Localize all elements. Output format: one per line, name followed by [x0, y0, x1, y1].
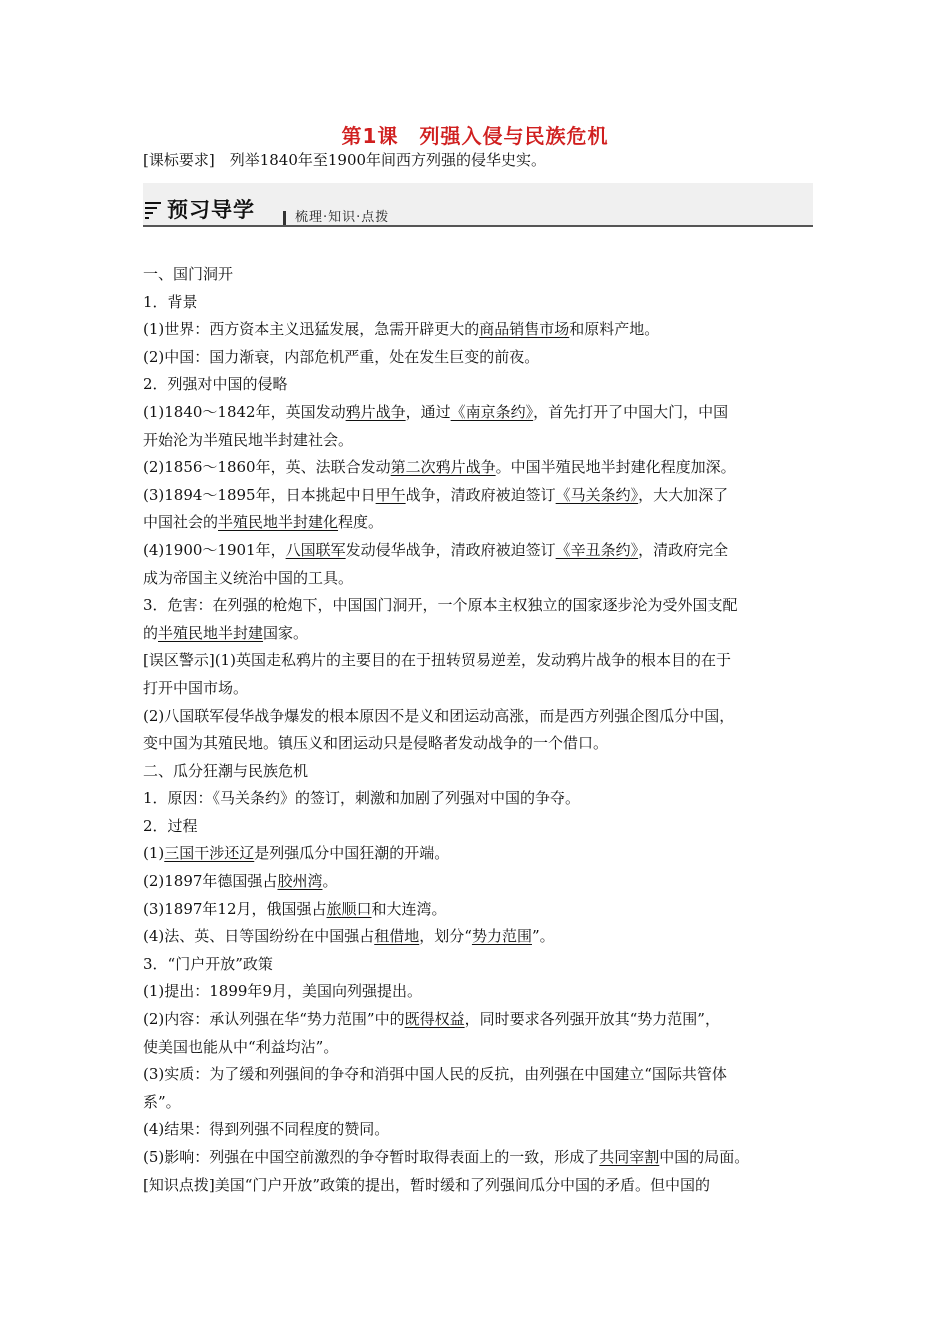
text-segment: 和原料产地。	[569, 320, 660, 339]
curriculum-requirement: [课标要求] 列举1840年至1900年间西方列强的侵华史实。	[143, 151, 547, 169]
underlined-keyword: 既得权益	[404, 1010, 465, 1029]
text-line	[143, 1116, 823, 1144]
text-segment: 3．危害：在列强的枪炮下，中国国门洞开，一个原本主权独立的国家逐步沦为受外国支配	[143, 596, 738, 615]
text-segment: (2)中国：国力渐衰，内部危机严重，处在发生巨变的前夜。	[143, 347, 540, 366]
text-segment: ，清政府完全	[638, 540, 729, 559]
stripes-icon	[145, 201, 163, 219]
body-text	[143, 261, 823, 1199]
text-line	[143, 675, 823, 703]
banner-divider	[283, 211, 286, 225]
underlined-keyword: 半殖民地半封建化	[218, 513, 339, 532]
banner-underline	[143, 225, 813, 227]
text-line	[143, 1006, 823, 1034]
text-line	[143, 730, 823, 758]
text-line	[143, 923, 823, 951]
text-segment: (2)八国联军侵华战争爆发的根本原因不是义和团运动高涨，而是西方列强企图瓜分中国，	[143, 706, 735, 725]
text-segment: 一、国门洞开	[143, 265, 234, 283]
banner-subtitle: 梳理·知识·点拨	[295, 210, 390, 225]
text-line	[143, 785, 823, 813]
text-line	[143, 1144, 823, 1172]
text-segment: (2)内容：承认列强在华“势力范围”中的	[143, 1010, 405, 1029]
text-segment: 。	[322, 872, 338, 891]
text-segment: 发动侵华战争，清政府被迫签订	[345, 540, 556, 559]
text-segment: (1)1840～1842年，英国发动	[143, 402, 346, 421]
text-line	[143, 537, 823, 565]
banner-title: 预习导学	[167, 198, 255, 222]
text-segment: 2．过程	[143, 816, 198, 835]
text-segment: ，首先打开了中国大门，中国	[533, 402, 729, 421]
text-segment: (2)1856～1860年，英、法联合发动	[143, 458, 391, 477]
text-line	[143, 703, 823, 731]
text-line	[143, 1172, 823, 1200]
text-line	[143, 454, 823, 482]
text-segment: 成为帝国主义统治中国的工具。	[143, 568, 354, 587]
text-line	[143, 951, 823, 979]
text-segment: 二、瓜分狂潮与民族危机	[143, 761, 309, 780]
underlined-keyword: 《南京条约》	[450, 402, 534, 421]
text-segment: 中国的局面。	[659, 1148, 750, 1166]
text-line	[143, 1089, 823, 1117]
text-segment: ，通过	[405, 402, 451, 421]
text-line	[143, 868, 823, 896]
text-line	[143, 620, 823, 648]
text-segment: 打开中国市场。	[143, 678, 249, 697]
text-line	[143, 399, 823, 427]
text-segment: [误区警示](1)英国走私鸦片的主要目的在于扭转贸易逆差，发动鸦片战争的根本目的在于	[143, 651, 731, 670]
underlined-keyword: 甲午	[375, 485, 406, 504]
text-segment: 。中国半殖民地半封建化程度加深。	[495, 458, 736, 477]
text-line	[143, 896, 823, 924]
text-segment: 和大连湾。	[371, 899, 447, 918]
text-segment: (2)1897年德国强占	[143, 872, 278, 891]
text-segment: 使美国也能从中“利益均沾”。	[143, 1037, 339, 1056]
underlined-keyword: 共同宰割	[599, 1148, 660, 1166]
text-segment: (3)1894～1895年，日本挑起中日	[143, 485, 376, 504]
text-line	[143, 427, 823, 455]
text-segment: (4)结果：得到列强不同程度的赞同。	[143, 1120, 390, 1139]
underlined-keyword: 势力范围	[471, 927, 532, 946]
text-line	[143, 316, 823, 344]
underlined-keyword: 八国联军	[285, 540, 346, 559]
underlined-keyword: 鸦片战争	[345, 402, 406, 421]
underlined-keyword: 《马关条约》	[555, 485, 639, 504]
text-line	[143, 647, 823, 675]
text-segment: ”。	[531, 927, 555, 946]
text-segment: 开始沦为半殖民地半封建社会。	[143, 430, 354, 449]
underlined-keyword: 第二次鸦片战争	[390, 458, 496, 477]
text-line	[143, 758, 823, 786]
text-line	[143, 509, 823, 537]
text-line	[143, 813, 823, 841]
text-segment: 战争，清政府被迫签订	[405, 485, 556, 504]
text-segment: ，同时要求各列强开放其“势力范围”，	[464, 1010, 720, 1029]
text-segment: 国家。	[263, 623, 309, 642]
text-segment: (1)	[143, 844, 165, 863]
text-segment: (3)实质：为了缓和列强间的争夺和消弭中国人民的反抗，由列强在中国建立“国际共管体	[143, 1065, 727, 1084]
text-line	[143, 261, 823, 289]
text-line	[143, 592, 823, 620]
text-segment: ，大大加深了	[638, 485, 729, 504]
text-line	[143, 978, 823, 1006]
underlined-keyword: 商品销售市场	[479, 320, 570, 339]
text-segment: 中国社会的	[143, 513, 219, 532]
text-segment: 是列强瓜分中国狂潮的开端。	[254, 844, 450, 863]
text-segment: ，划分“	[419, 927, 472, 946]
text-segment: [知识点拨]美国“门户开放”政策的提出，暂时缓和了列强间瓜分中国的矛盾。但中国的	[143, 1175, 711, 1194]
text-segment: (4)1900～1901年，	[143, 540, 286, 559]
text-line	[143, 1061, 823, 1089]
underlined-keyword: 租借地	[374, 927, 420, 946]
text-segment: 程度。	[338, 513, 384, 532]
text-segment: (1)世界：西方资本主义迅猛发展，急需开辟更大的	[143, 320, 480, 339]
text-segment: 1．背景	[143, 292, 198, 311]
text-segment: 2．列强对中国的侵略	[143, 375, 288, 394]
text-segment: 的	[143, 623, 159, 642]
text-line	[143, 289, 823, 317]
text-segment: (3)1897年12月，俄国强占	[143, 899, 327, 918]
text-segment: (1)提出：1899年9月，美国向列强提出。	[143, 982, 422, 1001]
section-banner	[143, 183, 813, 227]
text-line	[143, 565, 823, 593]
underlined-keyword: 《辛丑条约》	[555, 540, 639, 559]
text-segment: 系”。	[143, 1092, 181, 1111]
text-line	[143, 1034, 823, 1062]
text-segment: 变中国为其殖民地。镇压义和团运动只是侵略者发动战争的一个借口。	[143, 734, 609, 753]
lesson-title: 第1课 列强入侵与民族危机	[341, 124, 609, 148]
text-line	[143, 371, 823, 399]
underlined-keyword: 旅顺口	[326, 899, 372, 918]
text-line	[143, 840, 823, 868]
underlined-keyword: 胶州湾	[277, 872, 323, 891]
text-segment: 3．“门户开放”政策	[143, 954, 273, 973]
underlined-keyword: 三国干涉还辽	[164, 844, 255, 863]
text-segment: (5)影响：列强在中国空前激烈的争夺暂时取得表面上的一致，形成了	[143, 1148, 600, 1166]
text-segment: 1．原因：《马关条约》的签订，刺激和加剧了列强对中国的争夺。	[143, 789, 581, 808]
text-line	[143, 344, 823, 372]
underlined-keyword: 半殖民地半封建	[158, 623, 264, 642]
text-line	[143, 482, 823, 510]
text-segment: (4)法、英、日等国纷纷在中国强占	[143, 927, 375, 946]
